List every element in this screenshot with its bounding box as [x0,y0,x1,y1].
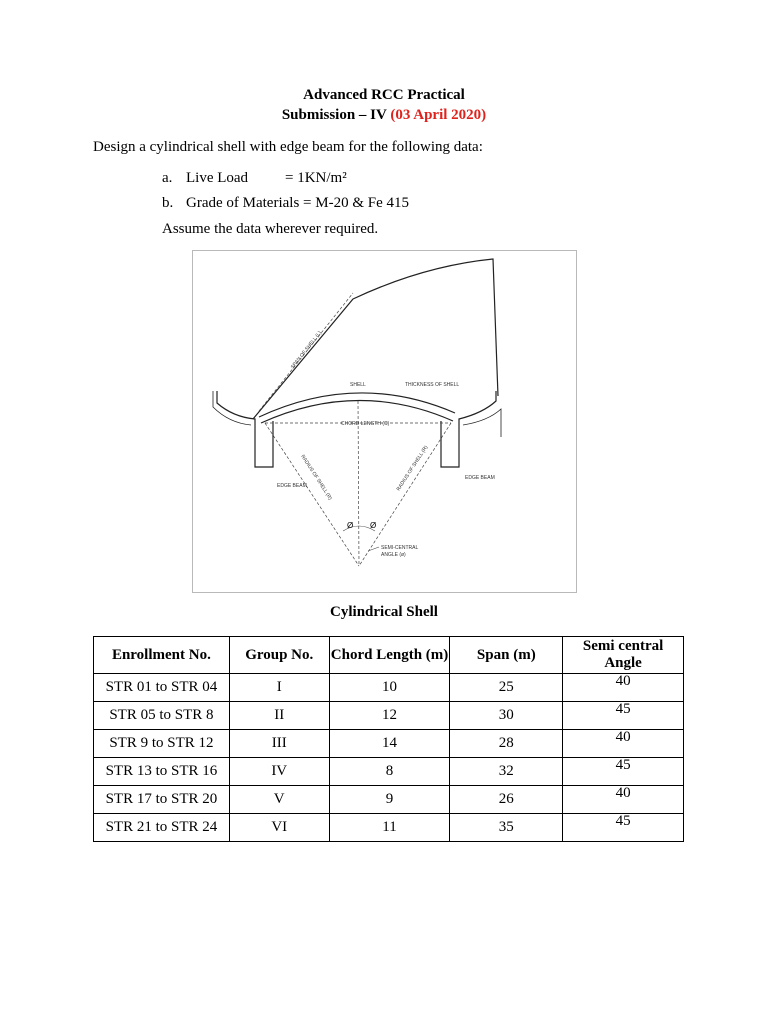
label-radius-right: RADIUS OF SHELL (R) [395,444,430,493]
table-row [94,758,684,786]
cell-chord: 11 [329,814,450,842]
header-semi-central-angle: Semi central Angle [563,637,684,674]
label-semi-central-line2: ANGLE (ø) [381,552,406,558]
cell-angle: 40 [563,674,684,702]
figure-caption: Cylindrical Shell [330,604,438,620]
table-row [94,674,684,702]
left-edge-beam [217,391,273,467]
cell-span: 26 [450,786,563,814]
cell-chord: 8 [329,758,450,786]
header-enrollment-no: Enrollment No. [94,637,230,674]
cell-enrollment: STR 01 to STR 04 [94,674,230,702]
assumption-note: Assume the data wherever required. [162,221,379,237]
cell-angle: 45 [563,814,684,842]
label-thickness-of-shell: THICKNESS OF SHELL [405,382,460,388]
table-header-row [94,637,684,674]
cell-angle: 40 [563,730,684,758]
cell-angle: 40 [563,786,684,814]
cell-chord: 12 [329,702,450,730]
cell-angle: 45 [563,758,684,786]
right-edge-lip [463,409,501,437]
label-chord-length: CHORD LENGTH (C) [341,421,390,427]
cell-enrollment: STR 17 to STR 20 [94,786,230,814]
cell-chord: 14 [329,730,450,758]
list-item-live-load [162,170,347,187]
cell-chord: 10 [329,674,450,702]
left-edge-lip [213,391,251,425]
shell-diagram-svg [193,251,578,594]
data-table [93,636,684,842]
cell-span: 25 [450,674,563,702]
label-phi-left: Ø [347,521,354,530]
cell-group: III [229,730,329,758]
table-row [94,814,684,842]
cell-span: 32 [450,758,563,786]
shell-top-outline [253,259,498,419]
cell-group: II [229,702,329,730]
cell-chord: 9 [329,786,450,814]
submission-heading [0,107,768,124]
table-row [94,786,684,814]
document-title: Advanced RCC Practical [303,87,465,103]
cylindrical-shell-diagram [192,250,577,593]
table-row [94,702,684,730]
header-group-no: Group No. [229,637,329,674]
list-item-value: = M-20 & Fe 415 [303,195,410,211]
cell-group: IV [229,758,329,786]
shell-arch-outer [259,393,455,417]
right-edge-beam [441,391,496,467]
cell-span: 35 [450,814,563,842]
cell-group: VI [229,814,329,842]
list-item-label: Grade of Materials [186,195,300,211]
label-semi-central-line1: SEMI-CENTRAL [381,545,419,551]
table-row [94,730,684,758]
list-marker: b. [162,195,174,211]
angle-leader [368,547,379,551]
label-phi-right: Ø [370,521,377,530]
cell-group: V [229,786,329,814]
cell-enrollment: STR 21 to STR 24 [94,814,230,842]
header-span: Span (m) [450,637,563,674]
list-item-value: = 1KN/m² [285,170,347,186]
cell-group: I [229,674,329,702]
cell-enrollment: STR 05 to STR 8 [94,702,230,730]
problem-statement: Design a cylindrical shell with edge beam for the following data: [93,139,483,155]
cell-enrollment: STR 9 to STR 12 [94,730,230,758]
cell-span: 28 [450,730,563,758]
submission-label: Submission – IV [281,107,387,123]
cell-span: 30 [450,702,563,730]
label-edge-beam-right: EDGE BEAM [465,475,495,481]
radius-left-line [265,423,359,566]
cell-enrollment: STR 13 to STR 16 [94,758,230,786]
shell-arch-inner [261,400,453,423]
list-marker: a. [162,170,173,186]
label-span-of-shell: SPAN OF SHELL (L) [289,330,323,371]
list-item-label: Live Load [186,170,249,186]
label-radius-left: RADIUS OF SHELL (R) [299,453,334,502]
submission-date: (03 April 2020) [390,107,487,123]
label-edge-beam-left: EDGE BEAM [277,483,307,489]
header-chord-length: Chord Length (m) [329,637,450,674]
cell-angle: 45 [563,702,684,730]
label-shell: SHELL [350,382,366,388]
list-item-grade-of-materials [162,195,409,212]
